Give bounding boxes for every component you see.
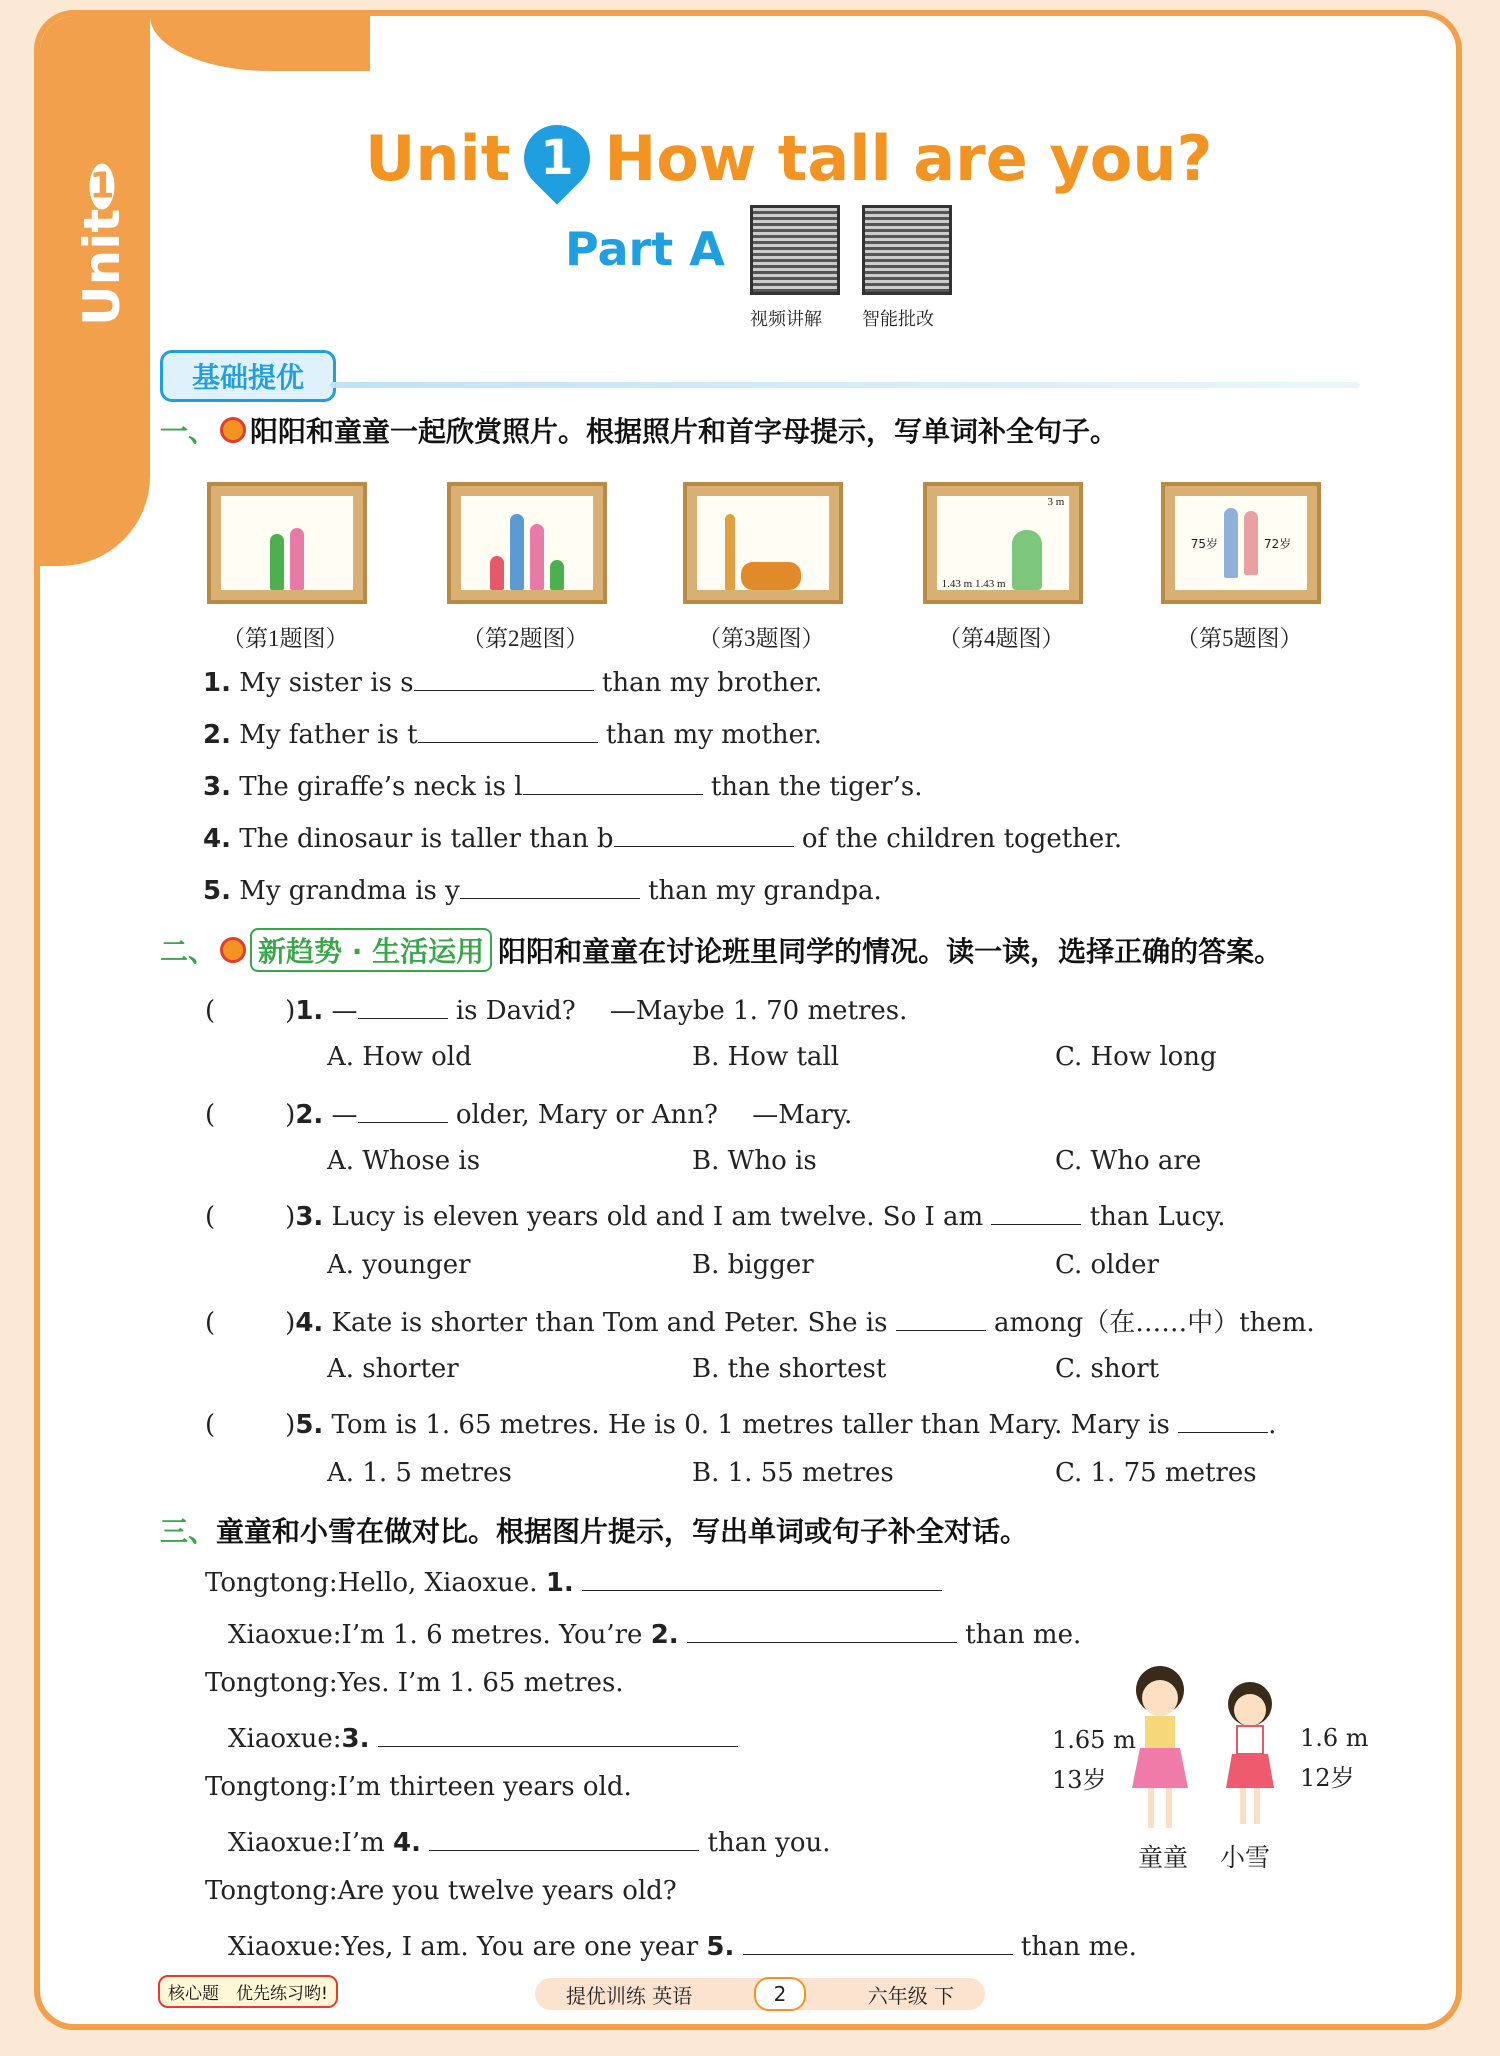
answer-blank[interactable] [460,872,640,899]
medal-icon [220,937,246,963]
grandpa-figure [1224,508,1238,578]
side-tab-label [34,165,192,326]
item-text: . [1268,1410,1277,1440]
pic5-right-age: 72岁 [1264,536,1292,551]
answer-bracket[interactable] [215,1097,285,1123]
grandma-figure [1244,511,1258,575]
footer-grade: 六年级 下 [867,1983,955,2008]
answer-blank[interactable] [614,820,794,847]
side-tab-unit-word: Unit [73,208,131,326]
tongtong-figure [1132,1666,1188,1828]
option-a[interactable]: A. shorter [327,1354,459,1384]
item-text: My sister is s [239,668,414,698]
answer-blank[interactable] [743,1928,1013,1955]
dialog-text: Yes, I am. You are one year [341,1932,699,1962]
tongtong-height: 1.65 m [1052,1726,1136,1754]
item-number: 1. [545,1568,574,1598]
part3-number: 三、 [160,1515,217,1548]
item-text: — [331,996,358,1026]
picture-caption: （第1题图） [222,626,349,651]
dialog-line-3 [205,1668,624,1698]
answer-blank[interactable] [523,768,703,795]
item-number: 5. [706,1932,735,1962]
item-text: Lucy is eleven years old and I am twelve. So I am [331,1202,984,1232]
speaker: Tongtong: [205,1668,338,1698]
item-text: older, Mary or Ann? —Mary. [455,1100,853,1130]
answer-blank[interactable] [429,1824,699,1851]
item-text: among（在……中）them. [994,1308,1315,1338]
child-figure [550,560,564,590]
option-c[interactable]: C. 1. 75 metres [1055,1458,1257,1488]
dialog-line-6 [228,1824,831,1858]
speaker: Tongtong: [205,1876,338,1906]
option-b[interactable]: B. Who is [692,1146,817,1176]
part2-question-4: ( )4. Kate is shorter than Tom and Peter. She is among（在……中）them. [205,1302,1315,1339]
item-text: of the children together. [801,824,1123,854]
footer-book-title: 提优训练 英语 [565,1983,693,2008]
option-a[interactable]: A. How old [327,1042,472,1072]
item-text: is David? —Maybe 1. 70 metres. [455,996,908,1026]
qr-label-video: 视频讲解 [750,309,822,330]
title-unit-word: Unit [365,121,511,195]
speaker: Tongtong: [205,1772,338,1802]
option-c[interactable]: C. Who are [1055,1146,1202,1176]
dialog-line-5 [205,1772,632,1802]
tiger-figure [741,562,801,590]
dialog-text: than me. [965,1620,1082,1650]
answer-blank[interactable] [991,1198,1081,1225]
speaker: Xiaoxue: [228,1620,342,1650]
option-c[interactable]: C. How long [1055,1042,1217,1072]
part2-instruction: 阳阳和童童在讨论班里同学的情况。读一读，选择正确的答案。 [498,935,1283,968]
part1-item-1 [203,664,822,698]
medal-icon [220,417,246,443]
section-badge: 基础提优 [160,350,336,402]
xiaoxue-name: 小雪 [1220,1843,1271,1872]
part1-item-3 [203,768,922,802]
dialog-text: than you. [707,1828,831,1858]
item-text: than my brother. [601,668,823,698]
item-text: The giraffe’s neck is l [239,772,523,802]
tab-curve [150,16,370,71]
child-figure [490,556,504,590]
side-tab-unit-number: 1 [89,163,114,209]
option-a[interactable]: A. younger [327,1250,471,1280]
option-a[interactable]: A. Whose is [327,1146,481,1176]
part1-item-2 [203,716,822,750]
page-number: 2 [754,1977,806,2011]
core-question-badge: 核心题 优先练习哟! [158,1975,338,2008]
option-b[interactable]: B. bigger [692,1250,814,1280]
unit-number-pin-icon [511,111,604,204]
item-text: My father is t [239,720,418,750]
dialog-line-4 [228,1720,738,1754]
item-text: Kate is shorter than Tom and Peter. She is [331,1308,888,1338]
picture-frame-1 [207,482,367,604]
dialog-text: Hello, Xiaoxue. [337,1568,538,1598]
dialog-text: I’m thirteen years old. [337,1772,632,1802]
item-text: than Lucy. [1089,1202,1226,1232]
option-b[interactable]: B. the shortest [692,1354,887,1384]
item-number: 5. [295,1410,324,1440]
picture-frame-2 [447,482,607,604]
part1-heading [160,410,1118,450]
item-text: — [331,1100,358,1130]
option-b[interactable]: B. 1. 55 metres [692,1458,894,1488]
dialog-text: Are you twelve years old? [337,1876,677,1906]
title-text: How tall are you? [604,121,1213,195]
part2-number: 二、 [160,935,217,968]
item-text: Tom is 1. 65 metres. He is 0. 1 metres taller than Mary. Mary is [331,1410,1170,1440]
speaker: Tongtong: [205,1568,338,1598]
picture-caption: （第5题图） [1176,626,1303,651]
dialog-line-8 [228,1928,1137,1962]
answer-blank[interactable] [378,1720,738,1747]
item-number: 4. [295,1308,324,1338]
boy-figure [270,534,284,590]
item-text: than my mother. [605,720,822,750]
part1-item-4 [203,820,1122,854]
picture-frame-4 [923,482,1083,604]
page-footer [535,1978,985,2010]
father-figure [510,514,524,590]
mother-figure [530,524,544,590]
dialog-line-2 [228,1616,1081,1650]
speaker: Xiaoxue: [228,1932,342,1962]
part2-question-1: ( )1. — is David? —Maybe 1. 70 metres. [205,990,907,1027]
pic5-left-age: 75岁 [1190,536,1218,551]
item-number: 4. [203,824,231,854]
item-number: 3. [341,1724,370,1754]
answer-blank[interactable] [358,1096,448,1123]
qr-code-grading[interactable] [862,205,952,295]
option-c[interactable]: C. older [1055,1250,1159,1280]
answer-bracket[interactable] [215,1199,285,1225]
qr-label-grading: 智能批改 [862,309,934,330]
part2-question-3: ( )3. Lucy is eleven years old and I am twelve. So I am than Lucy. [205,1198,1226,1232]
unit-title [365,118,1212,198]
item-text: than my grandpa. [648,876,882,906]
picture-frame-3 [683,482,843,604]
picture-caption: （第2题图） [462,626,589,651]
part2-question-2: ( )2. — older, Mary or Ann? —Mary. [205,1094,852,1131]
tongtong-name: 童童 [1138,1843,1189,1872]
part2-heading [160,928,1282,972]
part1-item-5 [203,872,882,906]
item-number: 2. [650,1620,679,1650]
item-number: 1. [203,668,231,698]
picture-frame-5 [1161,482,1321,604]
speaker: Xiaoxue: [228,1724,342,1754]
xiaoxue-age: 12岁 [1300,1764,1355,1792]
answer-blank[interactable] [582,1564,942,1591]
picture-caption: （第3题图） [698,626,825,651]
answer-blank[interactable] [1178,1406,1268,1433]
item-number: 1. [295,996,324,1026]
item-number: 2. [203,720,231,750]
part3-heading [160,1510,1028,1550]
tongtong-age: 13岁 [1052,1766,1107,1794]
item-number: 3. [203,772,231,802]
item-number: 3. [295,1202,324,1232]
giraffe-figure [725,514,735,590]
option-b[interactable]: B. How tall [692,1042,840,1072]
qr-code-video[interactable] [750,205,840,295]
dialog-line-7 [205,1876,677,1906]
girl-figure [290,528,304,590]
answer-blank[interactable] [358,992,448,1019]
answer-bracket[interactable] [215,1407,285,1433]
answer-blank[interactable] [414,664,594,691]
pic4-height-labels: 1.43 m 1.43 m [941,578,1006,590]
item-text: The dinosaur is taller than b [239,824,614,854]
speaker: Xiaoxue: [228,1828,342,1858]
answer-bracket[interactable] [215,993,285,1019]
item-number: 5. [203,876,231,906]
part1-number: 一、 [160,415,217,448]
dialog-text: than me. [1020,1932,1137,1962]
part1-instruction: 阳阳和童童一起欣赏照片。根据照片和首字母提示，写单词补全句子。 [250,415,1119,448]
answer-blank[interactable] [687,1616,957,1643]
answer-bracket[interactable] [215,1305,285,1331]
pic4-dino-label: 3 m [1047,496,1065,508]
dialog-text: Yes. I’m 1. 65 metres. [337,1668,624,1698]
xiaoxue-height: 1.6 m [1300,1724,1369,1752]
answer-blank[interactable] [418,716,598,743]
item-text: than the tiger’s. [710,772,923,802]
xiaoxue-figure [1226,1682,1274,1824]
part3-instruction: 童童和小雪在做对比。根据图片提示，写出单词或句子补全对话。 [216,1515,1029,1548]
dialog-text: I’m 1. 6 metres. You’re [341,1620,643,1650]
dialog-line-1 [205,1564,942,1598]
item-text: My grandma is y [239,876,460,906]
option-c[interactable]: C. short [1055,1354,1160,1384]
dialog-text: I’m [341,1828,385,1858]
title-unit-number: 1 [540,130,575,186]
part-label: Part A [565,222,725,276]
item-number: 2. [295,1100,324,1130]
picture-caption: （第4题图） [938,626,1065,651]
part2-question-5: ( )5. Tom is 1. 65 metres. He is 0. 1 metres taller than Mary. Mary is . [205,1406,1276,1440]
section-divider [330,382,1360,388]
trend-tag: 新趋势 · 生活运用 [250,928,492,972]
dinosaur-figure [1012,530,1042,590]
item-number: 4. [393,1828,421,1858]
option-a[interactable]: A. 1. 5 metres [327,1458,512,1488]
answer-blank[interactable] [896,1304,986,1331]
